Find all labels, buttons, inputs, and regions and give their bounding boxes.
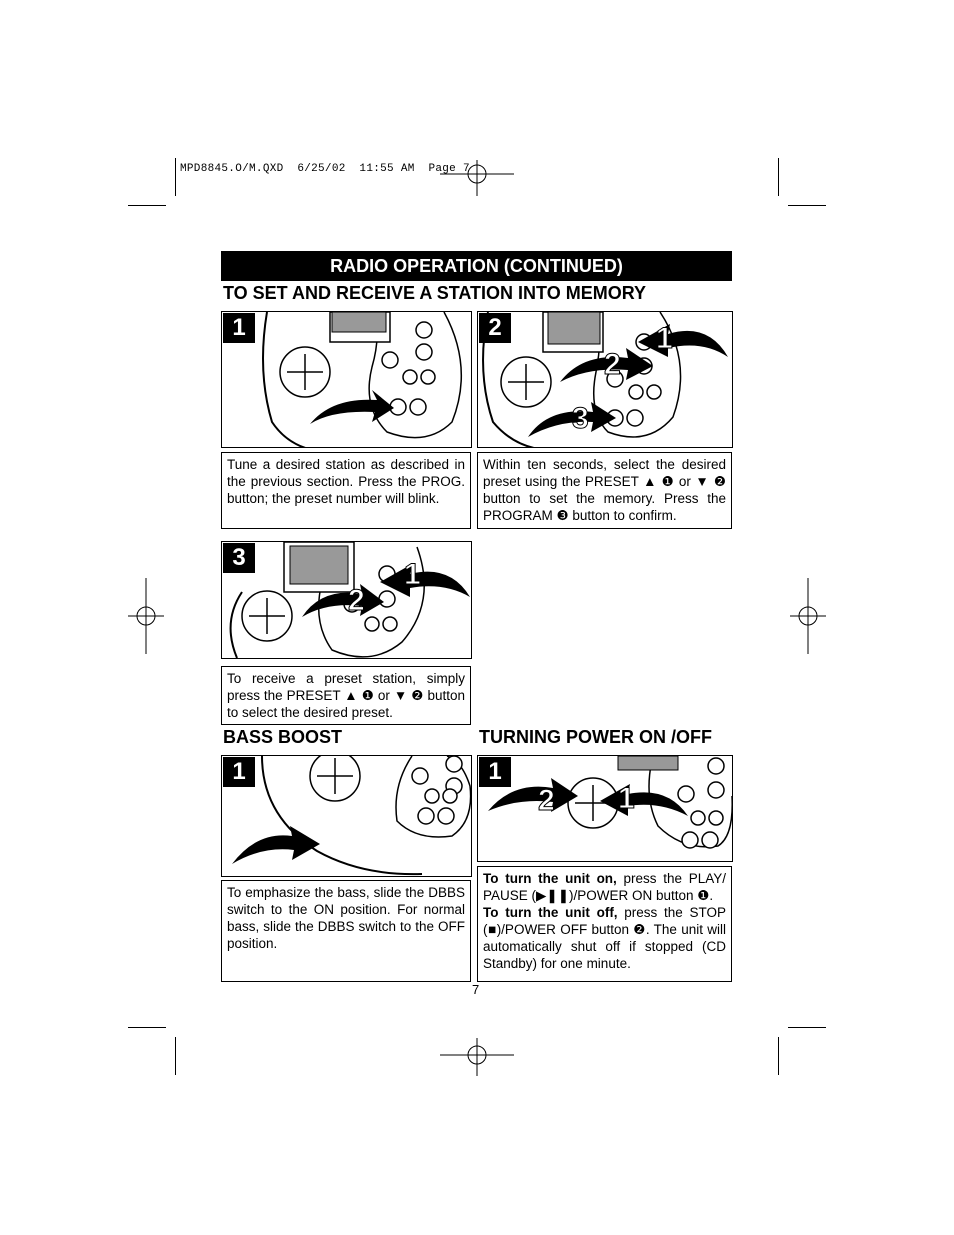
crop-mark xyxy=(175,158,176,196)
figure-memory-step-3 xyxy=(221,541,472,659)
arrow-label: 2 xyxy=(538,784,555,817)
crop-mark xyxy=(778,1037,779,1075)
arrow-label: 1 xyxy=(404,558,421,591)
caption-memory-step-2: Within ten seconds, select the desired preset using the PRESET ▲ ❶ or ▼ ❷ button to set the memory. Press the PROGRAM ❸ button to confirm. xyxy=(477,452,732,529)
crop-mark xyxy=(788,205,826,206)
caption-bass-step-1: To emphasize the bass, slide the DBBS switch to the ON position. For normal bass, slide the DBBS switch to the OFF position. xyxy=(221,880,471,982)
step-number: 1 xyxy=(223,313,255,343)
crop-mark xyxy=(175,1037,176,1075)
step-number: 1 xyxy=(479,757,511,787)
device-illustration xyxy=(478,756,732,861)
figure-memory-step-1 xyxy=(221,311,472,448)
caption-memory-step-1: Tune a desired station as described in the previous section. Press the PROG. button; the preset number will blink. xyxy=(221,452,471,529)
figure-power-step-1 xyxy=(477,755,733,862)
caption-power-step-1 xyxy=(477,866,732,982)
step-number: 2 xyxy=(479,313,511,343)
heading-bass-boost: BASS BOOST xyxy=(223,727,343,747)
figure-bass-step-1 xyxy=(221,755,472,877)
registration-mark-right xyxy=(790,578,826,654)
power-off-lead: To turn the unit off, xyxy=(483,905,618,920)
arrow-label: 2 xyxy=(348,584,365,617)
heading-memory: TO SET AND RECEIVE A STATION INTO MEMORY xyxy=(223,283,647,303)
registration-mark-bottom xyxy=(440,1038,514,1076)
power-on-lead: To turn the unit on, xyxy=(483,871,617,886)
power-off-text: press the STOP (■)/POWER OFF button ❷. The unit will automatically shut off if stopped (CD Standby) for one minute. xyxy=(483,905,726,971)
arrow-icon xyxy=(232,826,320,864)
crop-mark xyxy=(788,1027,826,1028)
section-banner: RADIO OPERATION (CONTINUED) xyxy=(221,251,732,281)
caption-memory-step-3: To receive a preset station, simply press the PRESET ▲ ❶ or ▼ ❷ button to select the desired preset. xyxy=(221,666,471,725)
crop-mark xyxy=(778,158,779,196)
arrow-label: 3 xyxy=(572,402,589,435)
arrow-icon xyxy=(310,390,394,424)
arrow-label: 2 xyxy=(604,348,621,381)
heading-power: TURNING POWER ON /OFF xyxy=(479,727,712,747)
device-illustration xyxy=(222,312,471,447)
crop-mark xyxy=(128,205,166,206)
arrow-label: 1 xyxy=(618,782,635,815)
arrow-label: 1 xyxy=(656,322,673,355)
step-number: 3 xyxy=(223,543,255,573)
step-number: 1 xyxy=(223,757,255,787)
page-number: 7 xyxy=(472,982,480,997)
arrow-icon xyxy=(638,324,728,357)
registration-mark-left xyxy=(128,578,164,654)
file-slug: MPD8845.O/M.QXD 6/25/02 11:55 AM Page 7 xyxy=(180,163,470,175)
device-illustration xyxy=(222,756,471,876)
power-on-text: press the PLAY/ PAUSE (▶❚❚)/POWER ON button ❶. xyxy=(483,871,726,903)
figure-memory-step-2 xyxy=(477,311,733,448)
device-illustration xyxy=(222,542,471,658)
crop-mark xyxy=(128,1027,166,1028)
